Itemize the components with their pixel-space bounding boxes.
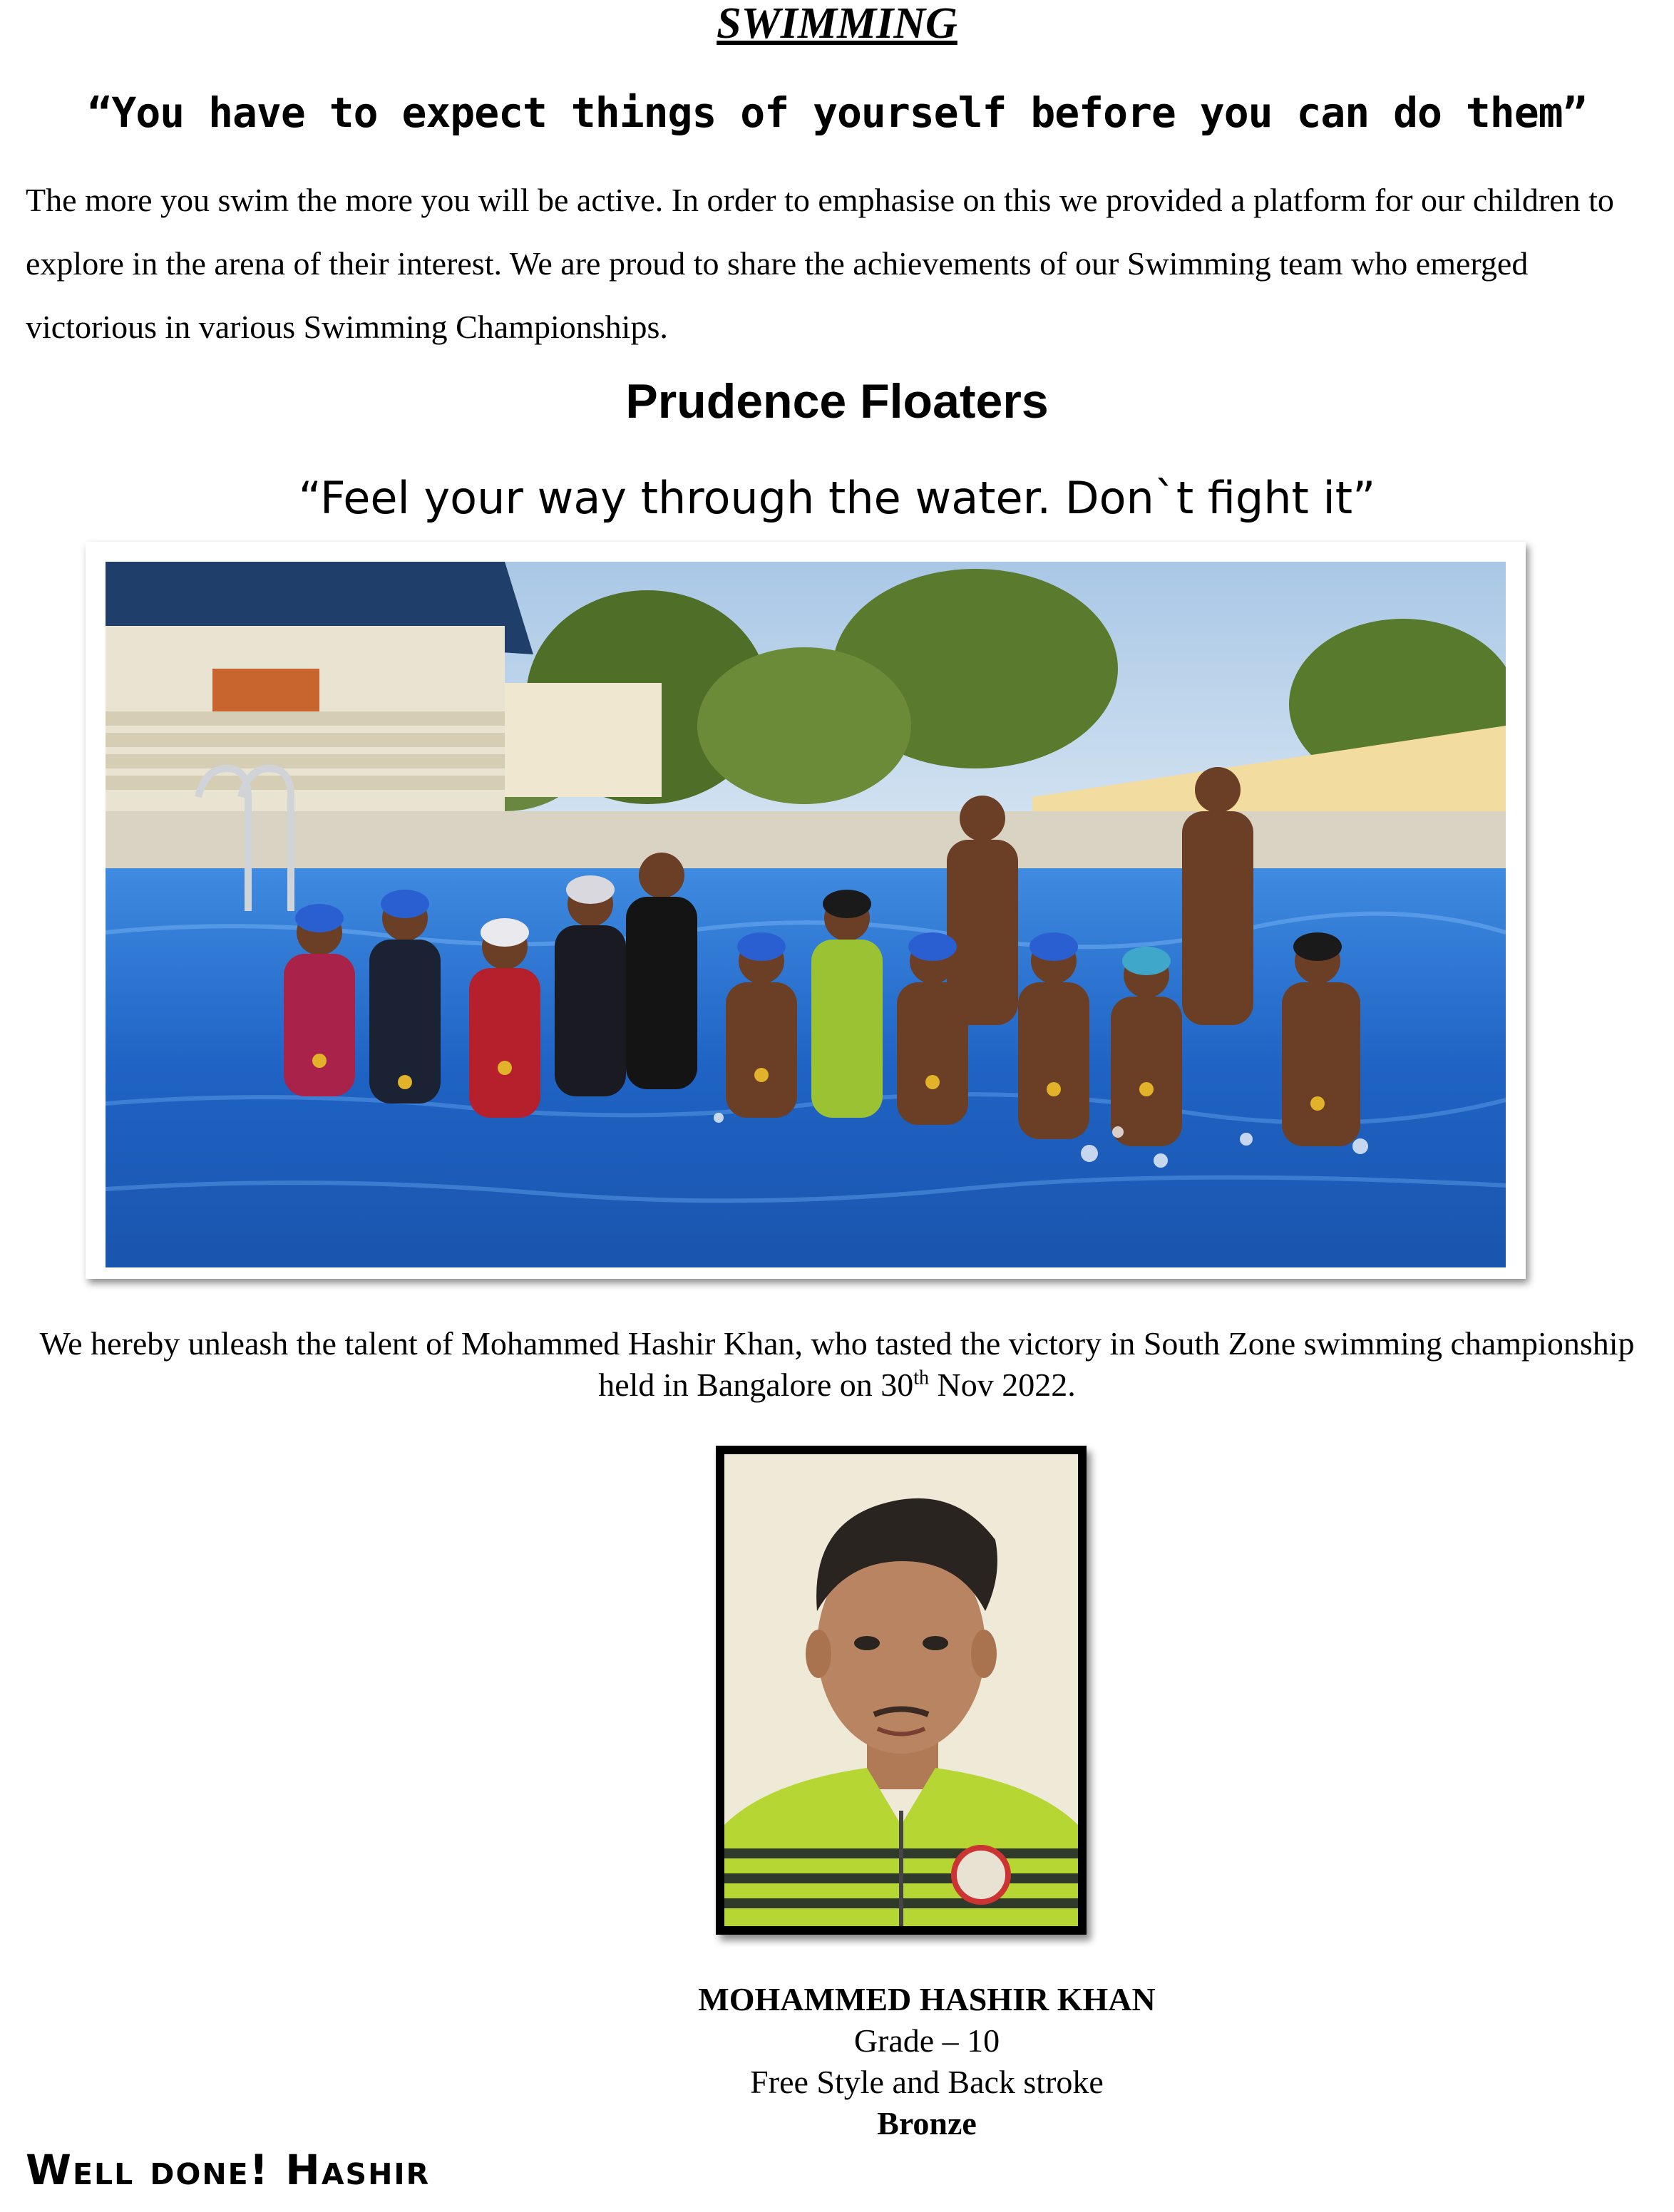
page-title: SWIMMING <box>717 0 957 48</box>
student-portrait-frame <box>716 1446 1087 1935</box>
student-medal: Bronze <box>877 2105 977 2141</box>
team-photo <box>106 562 1506 1267</box>
team-photo-frame <box>86 542 1526 1279</box>
student-portrait <box>724 1454 1078 1926</box>
talent-announcement <box>29 1323 1645 1406</box>
main-quote: “You have to expect things of yourself before you can do them” <box>87 88 1587 137</box>
closing-message: Well done! Hashir <box>26 2146 431 2194</box>
date-ordinal-suffix: th <box>913 1367 930 1389</box>
student-event: Free Style and Back stroke <box>750 2064 1104 2100</box>
talent-text-after: Nov 2022. <box>929 1367 1076 1403</box>
talent-text-before: We hereby unleash the talent of Mohammed Hashir Khan, who tasted the victory in South Zone swimming championship held in Bangalore on 30 <box>39 1325 1635 1403</box>
team-quote: “Feel your way through the water. Don`t fight it” <box>298 472 1376 524</box>
team-name-heading: Prudence Floaters <box>625 374 1049 428</box>
student-grade: Grade – 10 <box>853 2022 1000 2059</box>
intro-paragraph: The more you swim the more you will be active. In order to emphasise on this we provided a platform for our children to explore in the arena of their interest. We are proud to share the achievements of our Swimming team who emerged victorious in various Swimming Championships. <box>26 182 1614 345</box>
student-name: MOHAMMED HASHIR KHAN <box>698 1981 1156 2017</box>
